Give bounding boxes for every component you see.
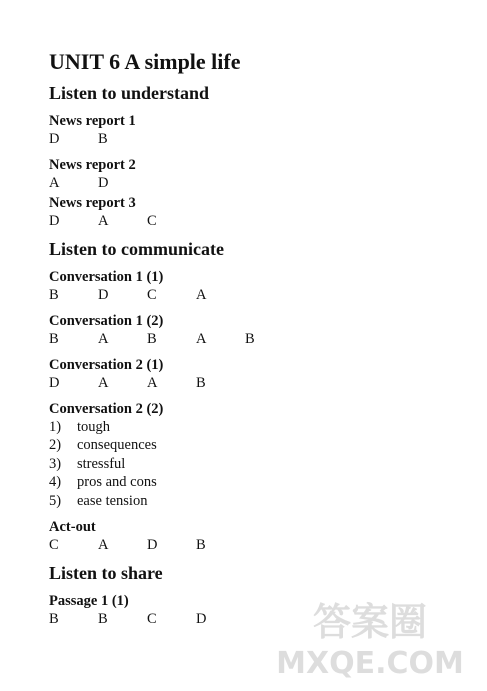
list-item bbox=[49, 455, 469, 473]
item-number: 4) bbox=[49, 474, 62, 491]
answer-row bbox=[49, 286, 469, 304]
conversation-2-1 bbox=[49, 356, 469, 392]
answer: A bbox=[98, 331, 109, 347]
list-item bbox=[49, 436, 469, 454]
answer: C bbox=[49, 537, 59, 554]
item-number: 1) bbox=[49, 419, 62, 435]
numbered-answer-list bbox=[49, 418, 469, 510]
answer: B bbox=[147, 331, 157, 347]
block-label: News report 1 bbox=[49, 113, 136, 129]
item-number: 2) bbox=[49, 437, 62, 454]
answer: A bbox=[147, 375, 158, 391]
item-number: 5) bbox=[49, 492, 62, 509]
block-label: Passage 1 (1) bbox=[49, 593, 129, 610]
answer: A bbox=[196, 287, 207, 303]
answer: A bbox=[98, 537, 109, 554]
section-heading-listen-to-share: Listen to share bbox=[49, 563, 163, 584]
answer: A bbox=[49, 175, 60, 191]
conversation-2-2 bbox=[49, 400, 469, 510]
answer: B bbox=[98, 131, 108, 147]
watermark-text-top: 答案圈 bbox=[312, 600, 428, 644]
answer: D bbox=[49, 375, 60, 391]
answer: B bbox=[196, 375, 206, 391]
news-report-3 bbox=[49, 194, 469, 230]
block-label: Conversation 1 (2) bbox=[49, 313, 164, 329]
answer-row bbox=[49, 174, 469, 192]
passage-1-1 bbox=[49, 592, 469, 628]
block-label: Conversation 1 (1) bbox=[49, 269, 164, 285]
answer: A bbox=[98, 213, 109, 229]
answer-page bbox=[49, 48, 469, 636]
item-text: pros and cons bbox=[77, 474, 157, 491]
answer: B bbox=[98, 611, 108, 628]
answer: C bbox=[147, 287, 157, 303]
news-report-1 bbox=[49, 112, 469, 148]
item-text: consequences bbox=[77, 437, 157, 454]
conversation-1-2 bbox=[49, 312, 469, 348]
answer: B bbox=[196, 537, 206, 554]
act-out bbox=[49, 518, 469, 554]
answer: A bbox=[98, 375, 109, 391]
list-item bbox=[49, 492, 469, 510]
list-item bbox=[49, 418, 469, 436]
answer: C bbox=[147, 611, 157, 628]
answer-row bbox=[49, 374, 469, 392]
answer: D bbox=[98, 287, 109, 303]
block-label: Act-out bbox=[49, 519, 96, 536]
answer: B bbox=[245, 331, 255, 347]
item-number: 3) bbox=[49, 455, 62, 472]
answer: D bbox=[49, 131, 60, 147]
answer: A bbox=[196, 331, 207, 347]
answer: B bbox=[49, 287, 59, 303]
answer: D bbox=[196, 611, 207, 628]
watermark-text-bottom: MXQE.COM bbox=[276, 646, 464, 681]
item-text: stressful bbox=[77, 455, 126, 472]
answer-row bbox=[49, 536, 469, 554]
section-heading-listen-to-understand: Listen to understand bbox=[49, 83, 210, 103]
answer: D bbox=[147, 537, 158, 554]
answer: C bbox=[147, 213, 157, 229]
answer: B bbox=[49, 611, 59, 628]
answer-row bbox=[49, 212, 469, 230]
answer: B bbox=[49, 331, 59, 347]
block-label: News report 2 bbox=[49, 157, 136, 173]
unit-title: UNIT 6 A simple life bbox=[49, 49, 241, 74]
block-label: Conversation 2 (1) bbox=[49, 357, 164, 373]
answer: D bbox=[98, 175, 109, 191]
news-report-2 bbox=[49, 156, 469, 192]
answer-row bbox=[49, 130, 469, 148]
section-heading-listen-to-communicate: Listen to communicate bbox=[49, 239, 224, 259]
block-label: News report 3 bbox=[49, 195, 136, 211]
answer-row bbox=[49, 330, 469, 348]
conversation-1-1 bbox=[49, 268, 469, 304]
answer-row bbox=[49, 610, 469, 628]
item-text: ease tension bbox=[77, 492, 148, 509]
block-label: Conversation 2 (2) bbox=[49, 401, 164, 417]
item-text: tough bbox=[77, 419, 111, 435]
answer: D bbox=[49, 213, 60, 229]
list-item bbox=[49, 473, 469, 491]
